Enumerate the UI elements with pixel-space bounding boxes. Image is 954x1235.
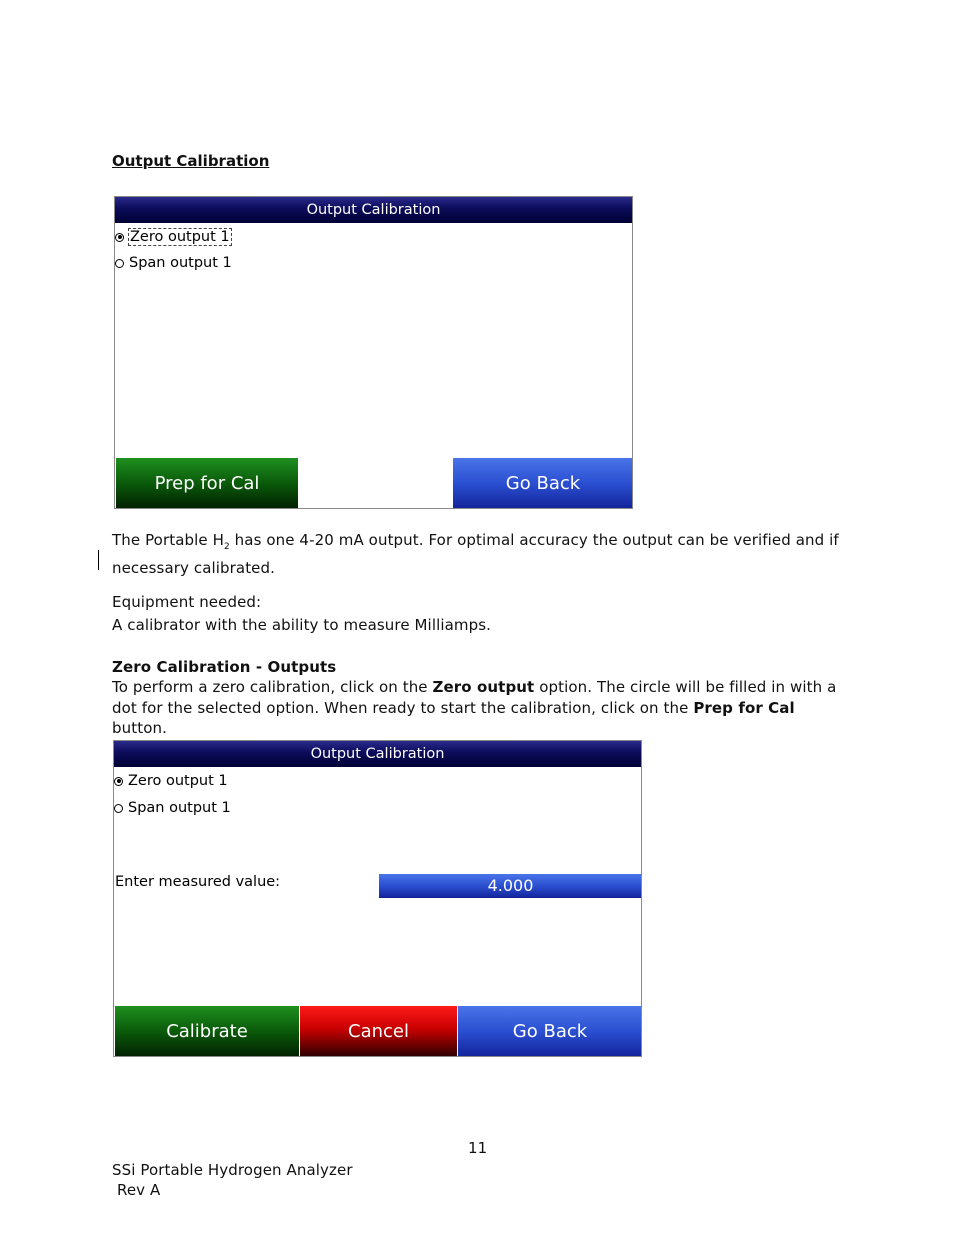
span-output-option[interactable] (115, 253, 232, 273)
measured-value-label: Enter measured value: (115, 874, 281, 890)
section-title: Output Calibration (112, 152, 270, 170)
option-label: Zero output 1 (130, 229, 230, 245)
prep-for-cal-button[interactable]: Prep for Cal (116, 458, 298, 509)
equipment-label: Equipment needed: (112, 593, 262, 611)
page-number: 11 (468, 1139, 488, 1157)
measured-value-input[interactable]: 4.000 (379, 874, 642, 898)
zero-calibration-paragraph (112, 677, 852, 739)
screen-title-bar: Output Calibration (114, 741, 641, 767)
intro-text-line2: necessary calibrated. (112, 558, 275, 577)
calibrate-button[interactable]: Calibrate (115, 1006, 299, 1057)
intro-text-cont: has one 4-20 mA output. For optimal accuracy the output can be verified and if (229, 531, 839, 549)
para-bold-zero-output: Zero output (432, 678, 535, 696)
screen-title-bar: Output Calibration (115, 197, 632, 223)
para-text: button. (112, 719, 167, 737)
zero-output-option[interactable] (115, 227, 231, 247)
change-bar (98, 550, 99, 570)
cancel-button[interactable]: Cancel (300, 1006, 457, 1057)
zero-output-option[interactable] (114, 771, 228, 791)
para-bold-prep-for-cal: Prep for Cal (693, 698, 795, 717)
radio-unchecked-icon[interactable] (115, 259, 124, 268)
option-label: Zero output 1 (128, 773, 228, 789)
output-calibration-screen-2 (113, 740, 642, 1057)
option-label: Span output 1 (129, 255, 232, 271)
equipment-item: A calibrator with the ability to measure Milliamps. (112, 616, 492, 634)
output-calibration-screen-1 (114, 196, 633, 509)
radio-checked-icon[interactable] (115, 233, 124, 242)
intro-paragraph (112, 530, 852, 578)
para-text: To perform a zero calibration, click on the (112, 678, 433, 696)
subscript-2: 2 (223, 542, 230, 552)
radio-checked-icon[interactable] (114, 777, 123, 786)
para-text: option. The circle will be filled in with a (534, 678, 837, 696)
zero-calibration-heading: Zero Calibration - Outputs (112, 658, 337, 676)
span-output-option[interactable] (114, 798, 231, 818)
option-label: Span output 1 (128, 800, 231, 816)
para-text: dot for the selected option. When ready to start the calibration, click on the (112, 698, 694, 717)
intro-text: The Portable H (112, 531, 224, 549)
go-back-button[interactable]: Go Back (458, 1006, 642, 1057)
footer-revision: Rev A (117, 1181, 161, 1199)
go-back-button[interactable]: Go Back (453, 458, 633, 509)
radio-unchecked-icon[interactable] (114, 804, 123, 813)
footer-doc-title: SSi Portable Hydrogen Analyzer (112, 1161, 353, 1179)
